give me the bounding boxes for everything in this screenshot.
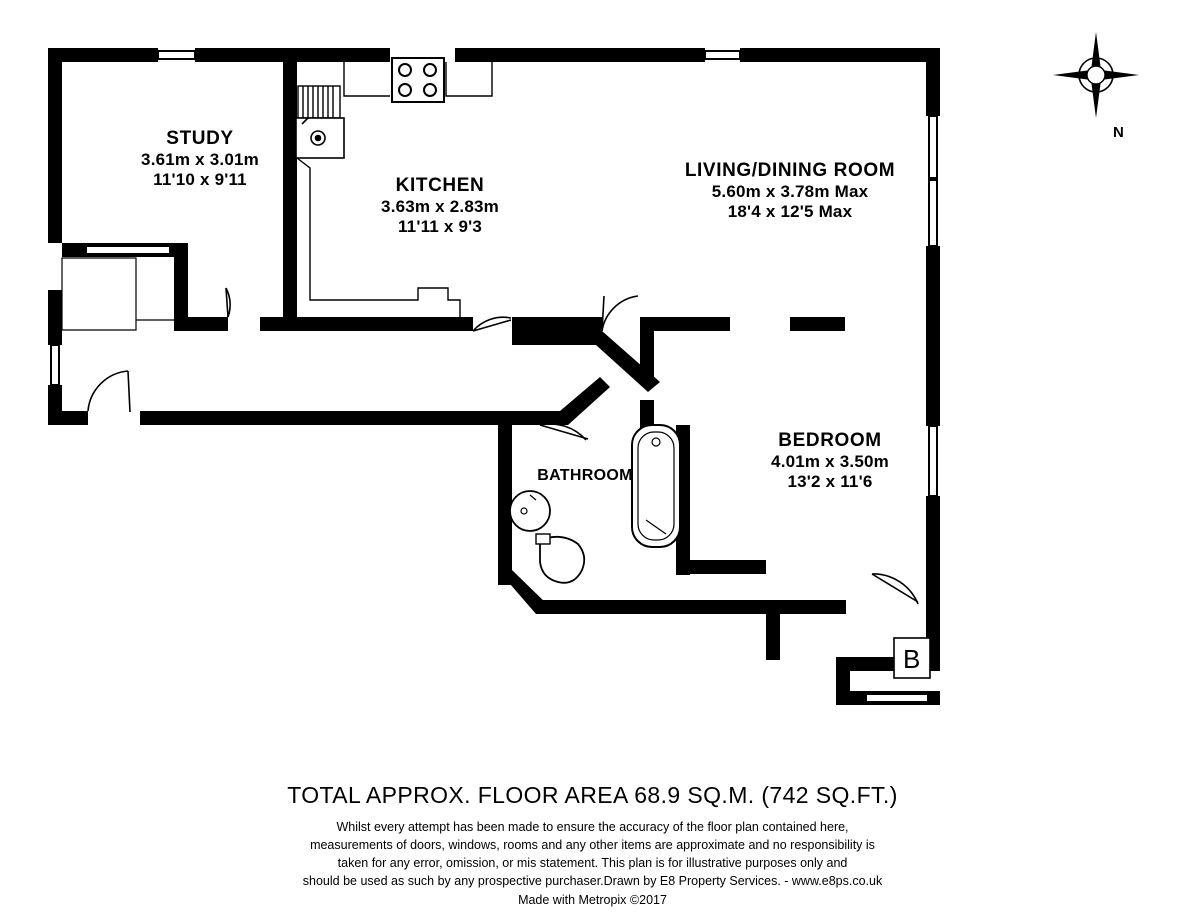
- room-label-bathroom: [505, 467, 665, 486]
- compass-north-label: N: [1113, 124, 1124, 141]
- bath-fixture: [632, 425, 680, 547]
- wc-fixture: [536, 534, 584, 583]
- room-label-kitchen: [295, 175, 585, 238]
- room-label-bedroom: [680, 430, 980, 493]
- disclaimer-line-5: Made with Metropix ©2017: [518, 892, 667, 907]
- disclaimer-line-2: measurements of doors, windows, rooms and any other items are approximate and no responsibility is: [310, 838, 875, 853]
- disclaimer-line-1: Whilst every attempt has been made to ensure the accuracy of the floor plan contained here,: [336, 820, 849, 834]
- disclaimer-line-4: should be used as such by any prospective purchaser.Drawn by E8 Property Services. - www.e8ps.co.uk: [302, 874, 883, 889]
- radiator-fixture: [298, 86, 340, 118]
- room-label-study: [70, 128, 330, 191]
- room-name-living-dining: LIVING/DINING ROOM: [684, 160, 896, 181]
- room-dim-imperial-kitchen: 11'11 x 9'3: [397, 217, 483, 237]
- room-dim-metric-living-dining: 5.60m x 3.78m Max: [711, 182, 869, 202]
- basin-fixture: [510, 491, 550, 531]
- total-floor-area: TOTAL APPROX. FLOOR AREA 68.9 SQ.M. (742 SQ.FT.): [287, 782, 898, 808]
- hob-fixture: [392, 58, 444, 102]
- room-dim-metric-bedroom: 4.01m x 3.50m: [771, 452, 889, 472]
- room-dim-imperial-study: 11'10 x 9'11: [153, 170, 247, 190]
- room-name-bathroom: BATHROOM: [537, 467, 633, 484]
- room-name-bedroom: BEDROOM: [778, 430, 882, 451]
- room-dim-metric-kitchen: 3.63m x 2.83m: [381, 197, 499, 217]
- disclaimer: [0, 818, 1185, 909]
- compass-icon: [1053, 32, 1139, 118]
- disclaimer-line-3: taken for any error, omission, or mis statement. This plan is for illustrative purposes only and: [337, 856, 848, 871]
- room-dim-imperial-bedroom: 13'2 x 11'6: [787, 472, 873, 492]
- room-dim-metric-study: 3.61m x 3.01m: [141, 150, 259, 170]
- b-marker-label: B: [903, 644, 921, 674]
- room-name-study: STUDY: [166, 128, 234, 149]
- study-recess: [62, 258, 174, 330]
- room-dim-imperial-living-dining: 18'4 x 12'5 Max: [727, 202, 853, 222]
- room-label-living-dining: [620, 160, 960, 223]
- room-name-kitchen: KITCHEN: [395, 175, 485, 196]
